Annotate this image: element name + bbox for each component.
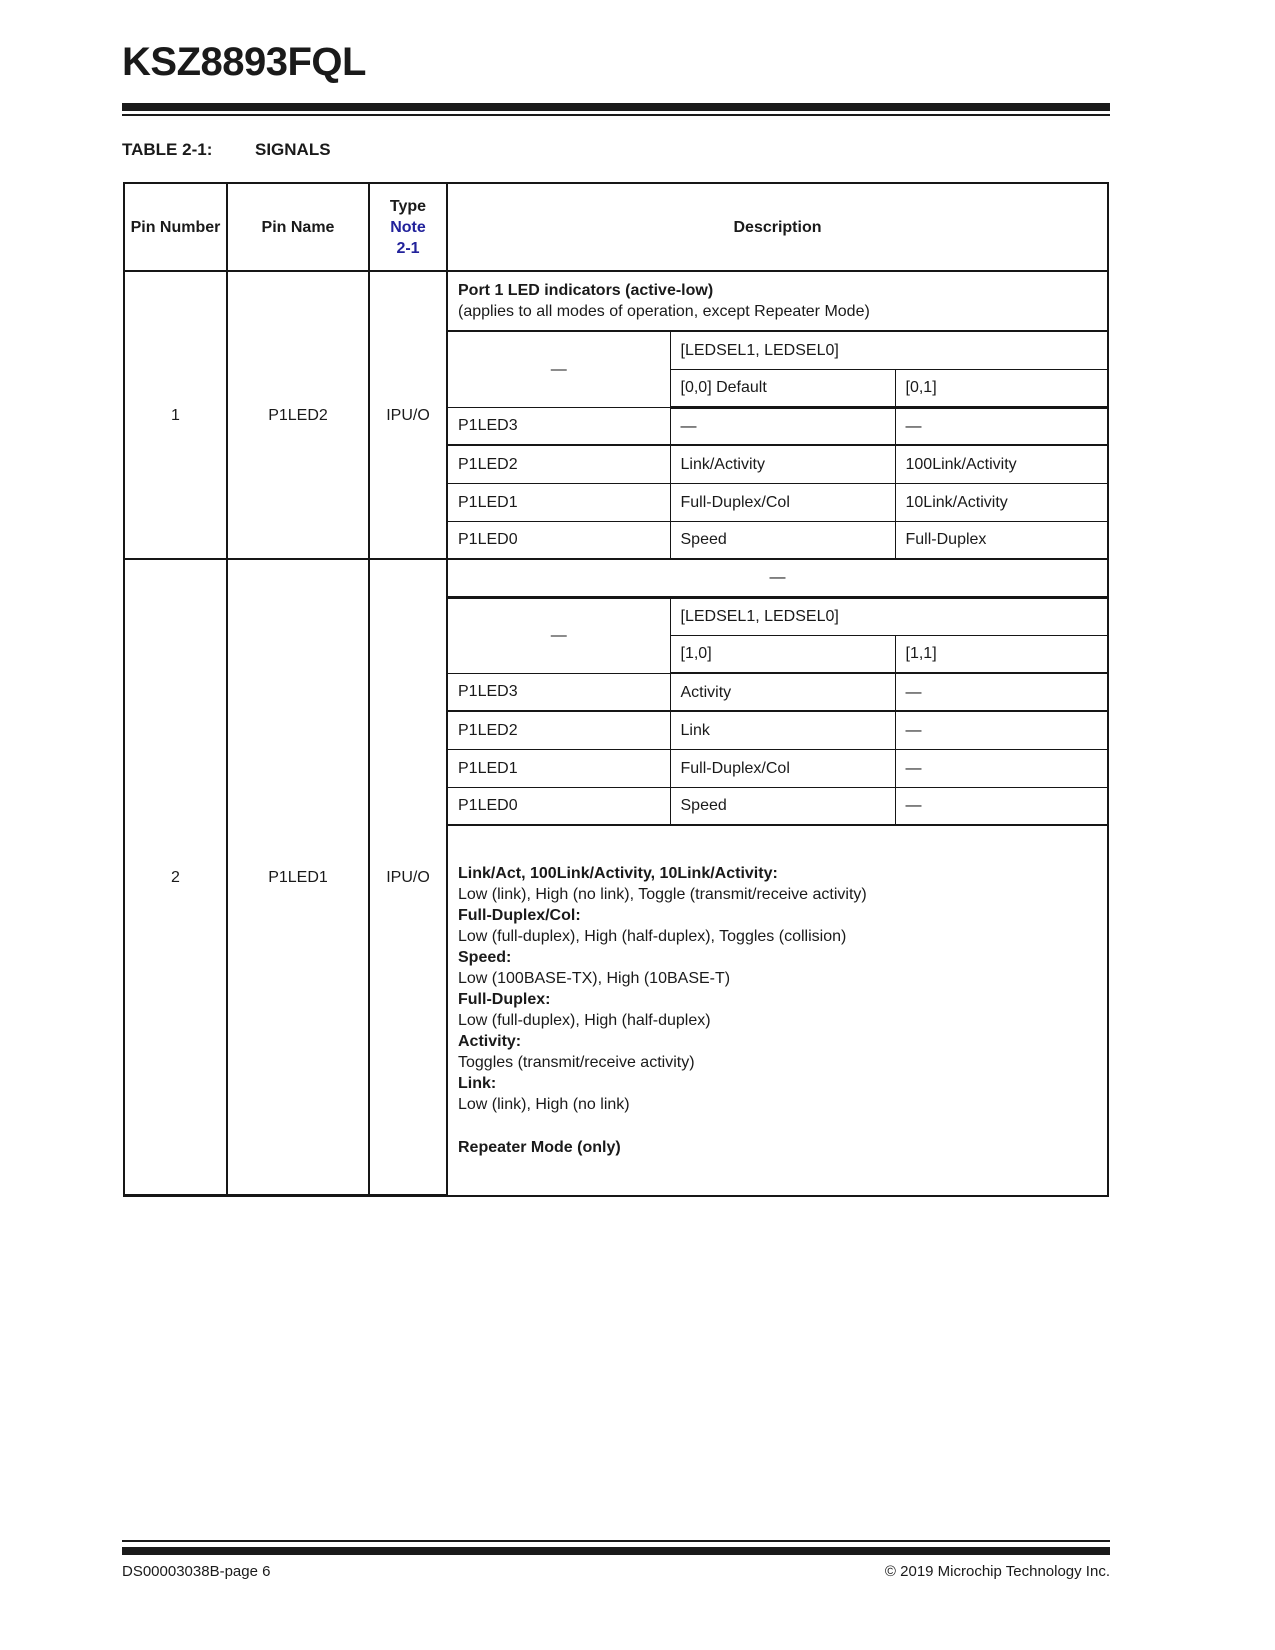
page-footer (122, 1563, 1110, 1580)
note-bold: Speed: (458, 948, 512, 966)
led-val-2: — (895, 407, 1108, 445)
note-text: Low (full-duplex), High (half-duplex) (458, 1011, 711, 1029)
led-name: P1LED2 (447, 711, 670, 749)
led-val-2: — (895, 749, 1108, 787)
note-text: Toggles (transmit/receive activity) (458, 1053, 695, 1071)
col-header-description: Description (447, 183, 1108, 271)
row1-intro-bold: Port 1 LED indicators (active-low) (458, 282, 714, 299)
footer-copyright: © 2019 Microchip Technology Inc. (884, 1563, 1110, 1580)
row1-selector-dash-cell: — (447, 331, 670, 407)
row1-pin-number-cell: 1 (124, 271, 227, 559)
led-val-2: 100Link/Activity (895, 445, 1108, 483)
signals-table (123, 182, 1109, 1197)
row1-type-cell: IPU/O (369, 271, 447, 559)
note-text: Low (link), High (no link) (458, 1095, 630, 1113)
row2-selector-dash-cell: — (447, 597, 670, 673)
type-label: Type (389, 197, 427, 215)
footer-rule-thin (122, 1540, 1110, 1542)
footer-doc-number: DS00003038B-page 6 (122, 1563, 271, 1580)
signals-table-wrap (123, 182, 1109, 1197)
note-bold: Full-Duplex/Col: (458, 906, 581, 924)
led-val-1: Speed (670, 521, 895, 559)
led-name: P1LED3 (447, 673, 670, 711)
page-title: KSZ8893FQL (122, 40, 366, 84)
led-val-1: Full-Duplex/Col (670, 749, 895, 787)
led-val-1: Full-Duplex/Col (670, 483, 895, 521)
row1-selector-option-1: [0,1] (895, 369, 1108, 407)
notes-footer: Repeater Mode (only) (458, 1138, 621, 1156)
led-name: P1LED0 (447, 787, 670, 825)
note-text: Low (full-duplex), High (half-duplex), Toggles (collision) (458, 927, 847, 945)
led-val-2: 10Link/Activity (895, 483, 1108, 521)
title-rule-thick (122, 103, 1110, 111)
led-val-1: — (670, 407, 895, 445)
table-caption (122, 140, 331, 160)
col-header-pin-name: Pin Name (227, 183, 369, 271)
footer-rule-thick (122, 1547, 1110, 1555)
led-name: P1LED2 (447, 445, 670, 483)
row2-pin-name-cell: P1LED1 (227, 559, 369, 1196)
led-val-2: Full-Duplex (895, 521, 1108, 559)
led-val-1: Link (670, 711, 895, 749)
row1-pin-name-cell: P1LED2 (227, 271, 369, 559)
col-header-pin-number: Pin Number (124, 183, 227, 271)
note-bold: Link: (458, 1074, 497, 1092)
note-bold: Activity: (458, 1032, 522, 1050)
led-val-1: Activity (670, 673, 895, 711)
led-name: P1LED0 (447, 521, 670, 559)
note-bold: Link/Act, 100Link/Activity, 10Link/Activity: (458, 864, 778, 882)
notes-spacer (458, 1115, 1097, 1137)
row1-intro-sub: (applies to all modes of operation, except Repeater Mode) (458, 303, 870, 320)
note-2-1-link[interactable]: Note 2-1 (390, 218, 426, 257)
row2-selector-option-0: [1,0] (670, 635, 895, 673)
row1-selector-option-0: [0,0] Default (670, 369, 895, 407)
table-title: SIGNALS (255, 140, 331, 159)
row2-top-dash-row (124, 559, 1108, 597)
led-val-2: — (895, 787, 1108, 825)
table-label: TABLE 2-1: (122, 140, 213, 159)
row2-type-cell: IPU/O (369, 559, 447, 1196)
col-header-type (369, 183, 447, 271)
row2-notes-cell (447, 825, 1108, 1196)
row2-pin-number-cell: 2 (124, 559, 227, 1196)
row1-selector-header-cell: [LEDSEL1, LEDSEL0] (670, 331, 1108, 369)
led-val-1: Link/Activity (670, 445, 895, 483)
row2-selector-option-1: [1,1] (895, 635, 1108, 673)
table-header-row (124, 183, 1108, 271)
row2-top-dash-cell: — (447, 559, 1108, 597)
note-text: Low (link), High (no link), Toggle (transmit/receive activity) (458, 885, 867, 903)
led-val-2: — (895, 711, 1108, 749)
note-bold: Full-Duplex: (458, 990, 551, 1008)
row2-selector-header-cell: [LEDSEL1, LEDSEL0] (670, 597, 1108, 635)
note-text: Low (100BASE-TX), High (10BASE-T) (458, 969, 731, 987)
row1-intro (124, 271, 1108, 331)
row1-intro-cell (447, 271, 1108, 331)
led-val-1: Speed (670, 787, 895, 825)
led-val-2: — (895, 673, 1108, 711)
title-rule-thin (122, 114, 1110, 116)
led-name: P1LED3 (447, 407, 670, 445)
led-name: P1LED1 (447, 483, 670, 521)
led-name: P1LED1 (447, 749, 670, 787)
